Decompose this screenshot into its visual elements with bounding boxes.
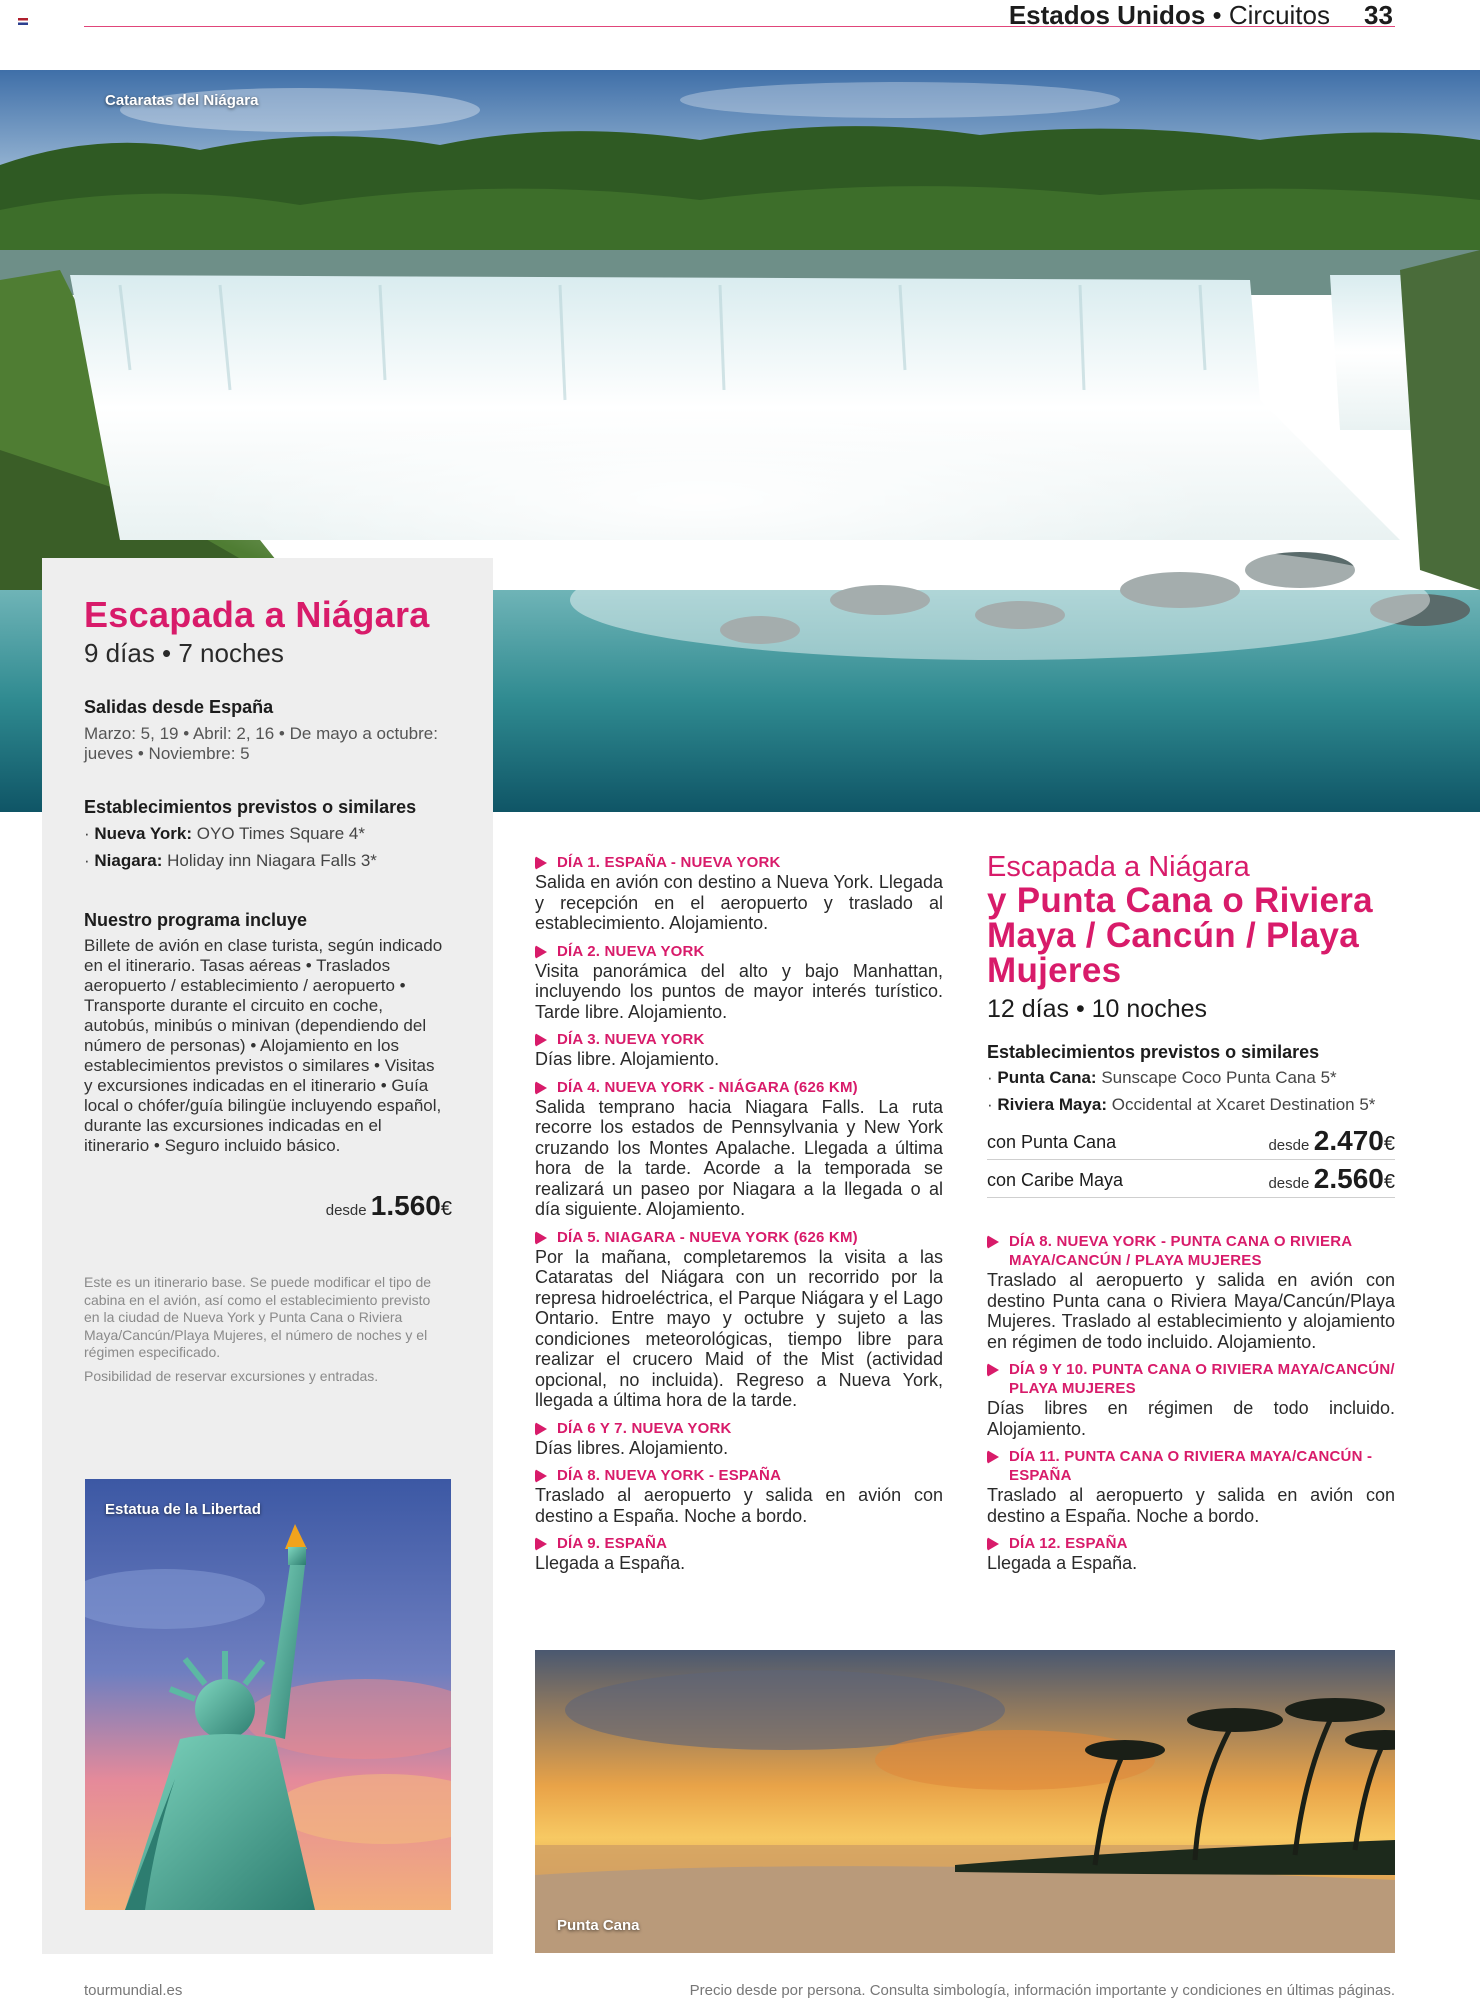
footer-site-link[interactable]: tourmundial.es bbox=[84, 1982, 183, 1999]
day-heading-text: DÍA 6 Y 7. NUEVA YORK bbox=[557, 1419, 732, 1437]
day-heading bbox=[535, 1030, 943, 1049]
price-currency: € bbox=[440, 1198, 452, 1220]
bullet-arrow-icon bbox=[535, 1469, 547, 1483]
itinerary-day bbox=[535, 1466, 943, 1526]
day-description: Visita panorámica del alto y bajo Manhattan, incluyendo los puntos de mayor interés turístico. Tarde libre. Alojamiento. bbox=[535, 960, 943, 1022]
tour2-hotels-heading: Establecimientos previstos o similares bbox=[987, 1042, 1320, 1062]
bullet-arrow-icon bbox=[535, 1033, 547, 1047]
itinerary-day bbox=[535, 1419, 943, 1459]
day-heading-text: DÍA 11. PUNTA CANA O RIVIERA MAYA/CANCÚN - ESPAÑA bbox=[1009, 1448, 1373, 1484]
price-row-label: con Punta Cana bbox=[987, 1132, 1117, 1152]
page-number: 33 bbox=[1364, 0, 1393, 30]
day-description: Salida en avión con destino a Nueva York. Llegada y recepción en el aeropuerto y traslado al establecimiento. Alojamiento. bbox=[535, 872, 943, 933]
hotel-item: · Nueva York: OYO Times Square 4* bbox=[84, 824, 365, 843]
hotel-city: Riviera Maya: bbox=[997, 1095, 1108, 1114]
price-row-caribe-maya bbox=[987, 1160, 1395, 1198]
hotel-name: OYO Times Square 4* bbox=[196, 824, 365, 843]
bullet-arrow-icon bbox=[987, 1537, 999, 1551]
itinerary-day bbox=[987, 1232, 1395, 1352]
price-row-punta-cana bbox=[987, 1122, 1395, 1160]
bullet-arrow-icon bbox=[987, 1363, 999, 1377]
tour2-hotels-list bbox=[987, 1064, 1395, 1118]
day-heading-text: DÍA 12. ESPAÑA bbox=[1009, 1535, 1128, 1552]
header-section: Circuitos bbox=[1228, 0, 1330, 30]
beach-caption: Punta Cana bbox=[557, 1917, 640, 1934]
flag-icon bbox=[18, 18, 28, 25]
tour2-title-line1: Escapada a Niágara bbox=[987, 851, 1250, 883]
day-description: Días libres. Alojamiento. bbox=[535, 1437, 729, 1458]
hotel-item: · Niagara: Holiday inn Niagara Falls 3* bbox=[84, 851, 377, 870]
tour-title: Escapada a Niágara bbox=[84, 594, 430, 635]
itinerary-day bbox=[535, 853, 943, 934]
bullet-arrow-icon bbox=[535, 1537, 547, 1551]
includes-heading: Nuestro programa incluye bbox=[84, 910, 308, 930]
price-value: 1.560€ bbox=[370, 1190, 452, 1221]
day-heading bbox=[535, 853, 943, 872]
hotel-city: Niagara: bbox=[94, 851, 163, 870]
day-heading bbox=[535, 1534, 943, 1553]
day-description: Llegada a España. bbox=[535, 1553, 686, 1573]
departures-text: Marzo: 5, 19 • Abril: 2, 16 • De mayo a octubre: jueves • Noviembre: 5 bbox=[84, 724, 438, 763]
price-from-label: desde bbox=[325, 1202, 367, 1219]
liberty-caption: Estatua de la Libertad bbox=[105, 1501, 261, 1518]
itinerary-day bbox=[535, 1228, 943, 1411]
day-heading-text: DÍA 5. NIAGARA - NUEVA YORK (626 KM) bbox=[557, 1228, 858, 1246]
hotels-heading: Establecimientos previstos o similares bbox=[84, 797, 417, 817]
hotels-list bbox=[84, 820, 454, 874]
statue-of-liberty-image bbox=[85, 1479, 451, 1910]
day-description: Llegada a España. bbox=[987, 1553, 1138, 1573]
itinerary-tour-1 bbox=[535, 853, 943, 1582]
itinerary-tour-2 bbox=[987, 1232, 1395, 1574]
day-description: Por la mañana, completaremos la visita a las Cataratas del Niágara con un recorrido por la represa hidroeléctrica, el Parque Niágara y el Lago Ontario. Entre mayo y octubre y sujeto a las condiciones meteorológicas, tiempo libre para realizar el crucero Maid of the Mist (actividad opcional, no incluida). Regreso a Nueva York, llegada a última hora de la tarde. bbox=[535, 1246, 943, 1410]
hotel-name: Sunscape Coco Punta Cana 5* bbox=[1101, 1068, 1337, 1087]
tour2-summary bbox=[987, 851, 1395, 1582]
itinerary-day bbox=[987, 1360, 1395, 1439]
day-heading-text: DÍA 9 Y 10. PUNTA CANA O RIVIERA MAYA/CANCÚN/ PLAYA MUJERES bbox=[1009, 1361, 1395, 1397]
day-description: Traslado al aeropuerto y salida en avión con destino Punta cana o Riviera Maya/Cancún/Playa Mujeres. Traslado al establecimiento y alojamiento en régimen de todo incluido. Alojamiento. bbox=[987, 1270, 1395, 1352]
day-heading bbox=[987, 1447, 1395, 1485]
day-heading-text: DÍA 3. NUEVA YORK bbox=[557, 1031, 705, 1048]
hotel-item: · Riviera Maya: Occidental at Xcaret Destination 5* bbox=[987, 1095, 1376, 1114]
departures-heading: Salidas desde España bbox=[84, 697, 274, 717]
day-heading bbox=[535, 1078, 943, 1097]
excursions-note: Posibilidad de reservar excursiones y entradas. bbox=[84, 1367, 379, 1384]
itinerary-day bbox=[987, 1447, 1395, 1526]
hero-caption: Cataratas del Niágara bbox=[105, 92, 259, 109]
day-heading bbox=[987, 1534, 1395, 1553]
day-description: Traslado al aeropuerto y salida en avión con destino a España. Noche a bordo. bbox=[987, 1485, 1395, 1526]
itinerary-day bbox=[987, 1534, 1395, 1574]
punta-cana-beach-image bbox=[535, 1650, 1395, 1953]
day-heading-text: DÍA 1. ESPAÑA - NUEVA YORK bbox=[557, 854, 781, 871]
price-row-value: desde 2.560€ bbox=[1268, 1163, 1395, 1194]
itinerary-day bbox=[535, 942, 943, 1023]
tour-price bbox=[84, 1190, 452, 1222]
itinerary-day bbox=[535, 1534, 943, 1574]
day-heading-text: DÍA 8. NUEVA YORK - ESPAÑA bbox=[557, 1467, 782, 1484]
day-heading bbox=[535, 1466, 943, 1485]
header-separator: • bbox=[1205, 0, 1229, 30]
tour2-price-table bbox=[987, 1122, 1395, 1198]
day-description: Salida temprano hacia Niagara Falls. La ruta recorre los estados de Pennsylvania y New York cruzando los Montes Apalache. Llegada a última hora de la tarde. Acorde a la temporada se realizará un paseo por Niagara a la llegada o al día siguiente. Alojamiento. bbox=[535, 1096, 943, 1219]
day-heading-text: DÍA 4. NUEVA YORK - NIÁGARA (626 KM) bbox=[557, 1078, 858, 1096]
footer-disclaimer: Precio desde por persona. Consulta simbología, información importante y condiciones en últimas páginas. bbox=[689, 1982, 1395, 1999]
day-heading-text: DÍA 2. NUEVA YORK bbox=[557, 942, 705, 960]
bullet-arrow-icon bbox=[535, 1081, 547, 1095]
day-heading bbox=[987, 1232, 1395, 1270]
bullet-arrow-icon bbox=[987, 1450, 999, 1464]
bullet-arrow-icon bbox=[535, 856, 547, 870]
day-heading bbox=[535, 1228, 943, 1247]
itinerary-note: Este es un itinerario base. Se puede modificar el tipo de cabina en el avión, así como el establecimiento previsto en la ciudad de Nueva York y Punta Cana o Riviera Maya/Cancún/Playa Mujeres, el número de noches y el régimen especificado. bbox=[84, 1274, 432, 1360]
day-heading-text: DÍA 9. ESPAÑA bbox=[557, 1535, 668, 1552]
day-heading bbox=[987, 1360, 1395, 1398]
day-description: Traslado al aeropuerto y salida en avión con destino a España. Noche a bordo. bbox=[535, 1485, 943, 1526]
itinerary-day bbox=[535, 1078, 943, 1220]
price-row-label: con Caribe Maya bbox=[987, 1170, 1124, 1190]
hotel-city: Nueva York: bbox=[94, 824, 193, 843]
bullet-arrow-icon bbox=[987, 1235, 999, 1249]
bullet-arrow-icon bbox=[535, 1422, 547, 1436]
header-title bbox=[1009, 0, 1330, 31]
tour-duration: 9 días • 7 noches bbox=[84, 638, 284, 668]
hotel-name: Occidental at Xcaret Destination 5* bbox=[1111, 1095, 1376, 1114]
hotel-item: · Punta Cana: Sunscape Coco Punta Cana 5* bbox=[987, 1068, 1337, 1087]
day-description: Días libre. Alojamiento. bbox=[535, 1049, 720, 1069]
day-heading bbox=[535, 942, 943, 961]
hotel-city: Punta Cana: bbox=[997, 1068, 1097, 1087]
day-heading bbox=[535, 1419, 943, 1438]
header-country: Estados Unidos bbox=[1008, 0, 1206, 30]
price-row-value: desde 2.470€ bbox=[1268, 1125, 1395, 1156]
includes-text: Billete de avión en clase turista, según indicado en el itinerario. Tasas aéreas • Traslados aeropuerto / establecimiento / aeropuerto • Transporte durante el circuito en coche, autobús, minibús o minivan (dependiendo del número de personas) • Alojamiento en los establecimientos previstos o similares • Visitas y excursiones indicadas en el itinerario • Guía local o chófer/guía bilingüe incluyendo español, durante las excursiones indicadas en el itinerario • Seguro incluido básico. bbox=[84, 936, 443, 1155]
itinerary-day bbox=[535, 1030, 943, 1070]
tour2-duration: 12 días • 10 noches bbox=[987, 995, 1208, 1023]
bullet-arrow-icon bbox=[535, 945, 547, 959]
hotel-name: Holiday inn Niagara Falls 3* bbox=[167, 851, 377, 870]
day-description: Días libres en régimen de todo incluido. Alojamiento. bbox=[987, 1398, 1395, 1439]
bullet-arrow-icon bbox=[535, 1231, 547, 1245]
tour2-title-line2: y Punta Cana o Riviera Maya / Cancún / Playa Mujeres bbox=[987, 881, 1373, 990]
day-heading-text: DÍA 8. NUEVA YORK - PUNTA CANA O RIVIERA MAYA/CANCÚN / PLAYA MUJERES bbox=[1009, 1233, 1352, 1269]
